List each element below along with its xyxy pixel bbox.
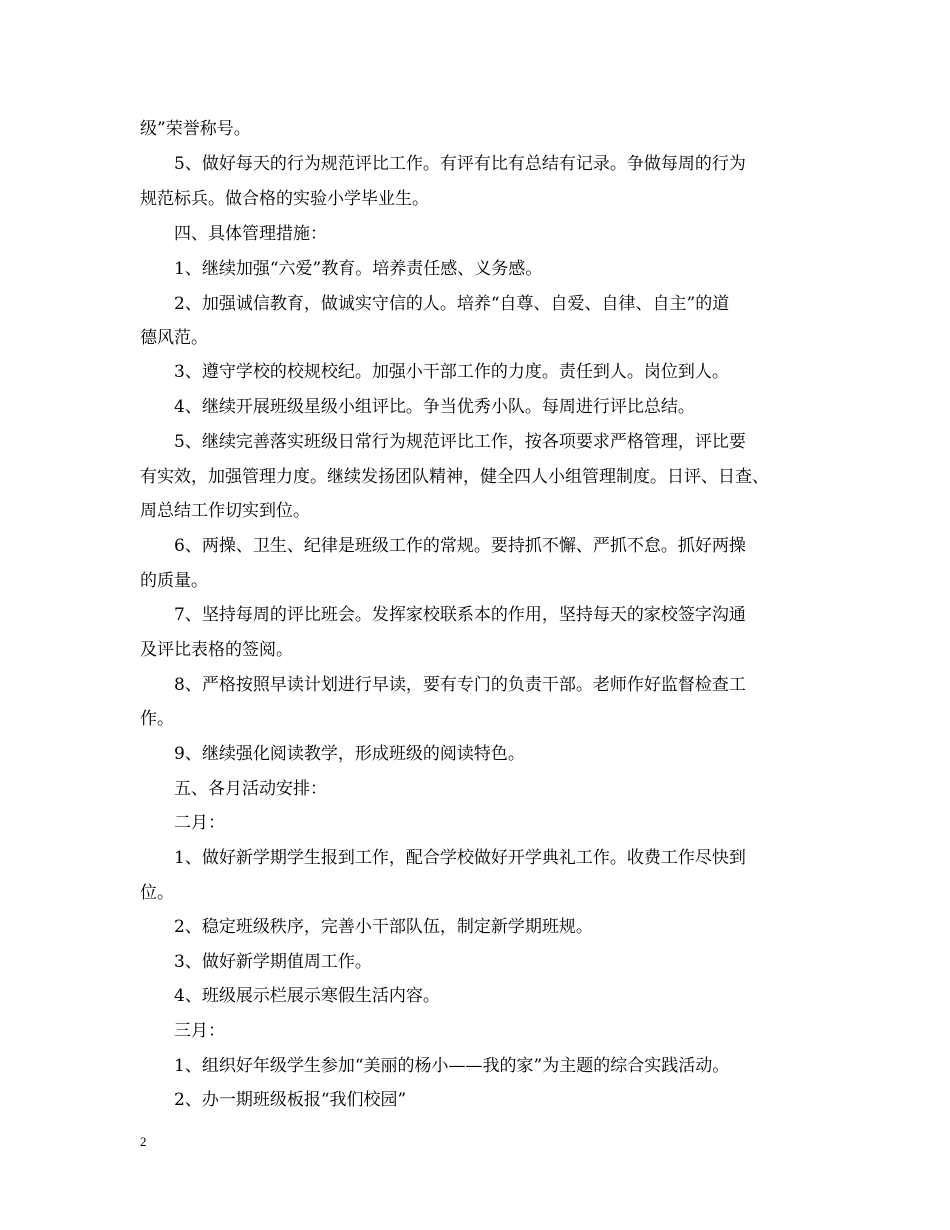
text-line: 4、班级展示栏展示寒假生活内容。 xyxy=(174,986,440,1006)
text-line: 及评比表格的签阅。 xyxy=(140,640,293,660)
text-line: 6、两操、卫生、纪律是班级工作的常规。要持抓不懈、严抓不怠。抓好两操 xyxy=(174,536,746,556)
text-line: 9、继续强化阅读教学，形成班级的阅读特色。 xyxy=(174,744,525,764)
text-line: 1、组织好年级学生参加“美丽的杨小——我的家”为主题的综合实践活动。 xyxy=(174,1056,730,1076)
text-line: 德风范。 xyxy=(140,328,208,348)
text-line: 3、做好新学期值周工作。 xyxy=(174,952,372,972)
section-heading: 五、各月活动安排： xyxy=(174,779,327,799)
section-heading: 四、具体管理措施： xyxy=(174,224,327,244)
text-line: 4、继续开展班级星级小组评比。争当优秀小队。每周进行评比总结。 xyxy=(174,397,695,417)
text-line: 2、加强诚信教育，做诚实守信的人。培养“自尊、自爱、自律、自主”的道 xyxy=(174,294,730,314)
text-line: 位。 xyxy=(140,883,174,903)
text-line: 2、稳定班级秩序，完善小干部队伍，制定新学期班规。 xyxy=(174,917,593,937)
text-line: 级”荣誉称号。 xyxy=(140,119,251,139)
text-line: 1、做好新学期学生报到工作，配合学校做好开学典礼工作。收费工作尽快到 xyxy=(174,848,746,868)
text-line: 2、办一期班级板报“我们校园” xyxy=(174,1090,407,1110)
text-line: 3、遵守学校的校规校纪。加强小干部工作的力度。责任到人。岗位到人。 xyxy=(174,362,729,382)
text-line: 的质量。 xyxy=(140,571,208,591)
text-line: 5、做好每天的行为规范评比工作。有评有比有总结有记录。争做每周的行为 xyxy=(174,154,746,174)
text-line: 规范标兵。做合格的实验小学毕业生。 xyxy=(140,189,429,209)
text-line: 8、严格按照早读计划进行早读，要有专门的负责干部。老师作好监督检查工 xyxy=(174,675,746,695)
text-line: 5、继续完善落实班级日常行为规范评比工作，按各项要求严格管理，评比要 xyxy=(174,432,746,452)
text-line: 有实效，加强管理力度。继续发扬团队精神，健全四人小组管理制度。日评、日查、 xyxy=(140,467,769,487)
text-line: 1、继续加强“六爱”教育。培养责任感、义务感。 xyxy=(174,259,543,279)
text-line: 7、坚持每周的评比班会。发挥家校联系本的作用，坚持每天的家校签字沟通 xyxy=(174,605,746,625)
text-line: 周总结工作切实到位。 xyxy=(140,501,310,521)
page-number: 2 xyxy=(140,1134,147,1149)
month-heading: 二月： xyxy=(174,813,225,833)
text-line: 作。 xyxy=(140,709,174,729)
month-heading: 三月： xyxy=(174,1021,225,1041)
